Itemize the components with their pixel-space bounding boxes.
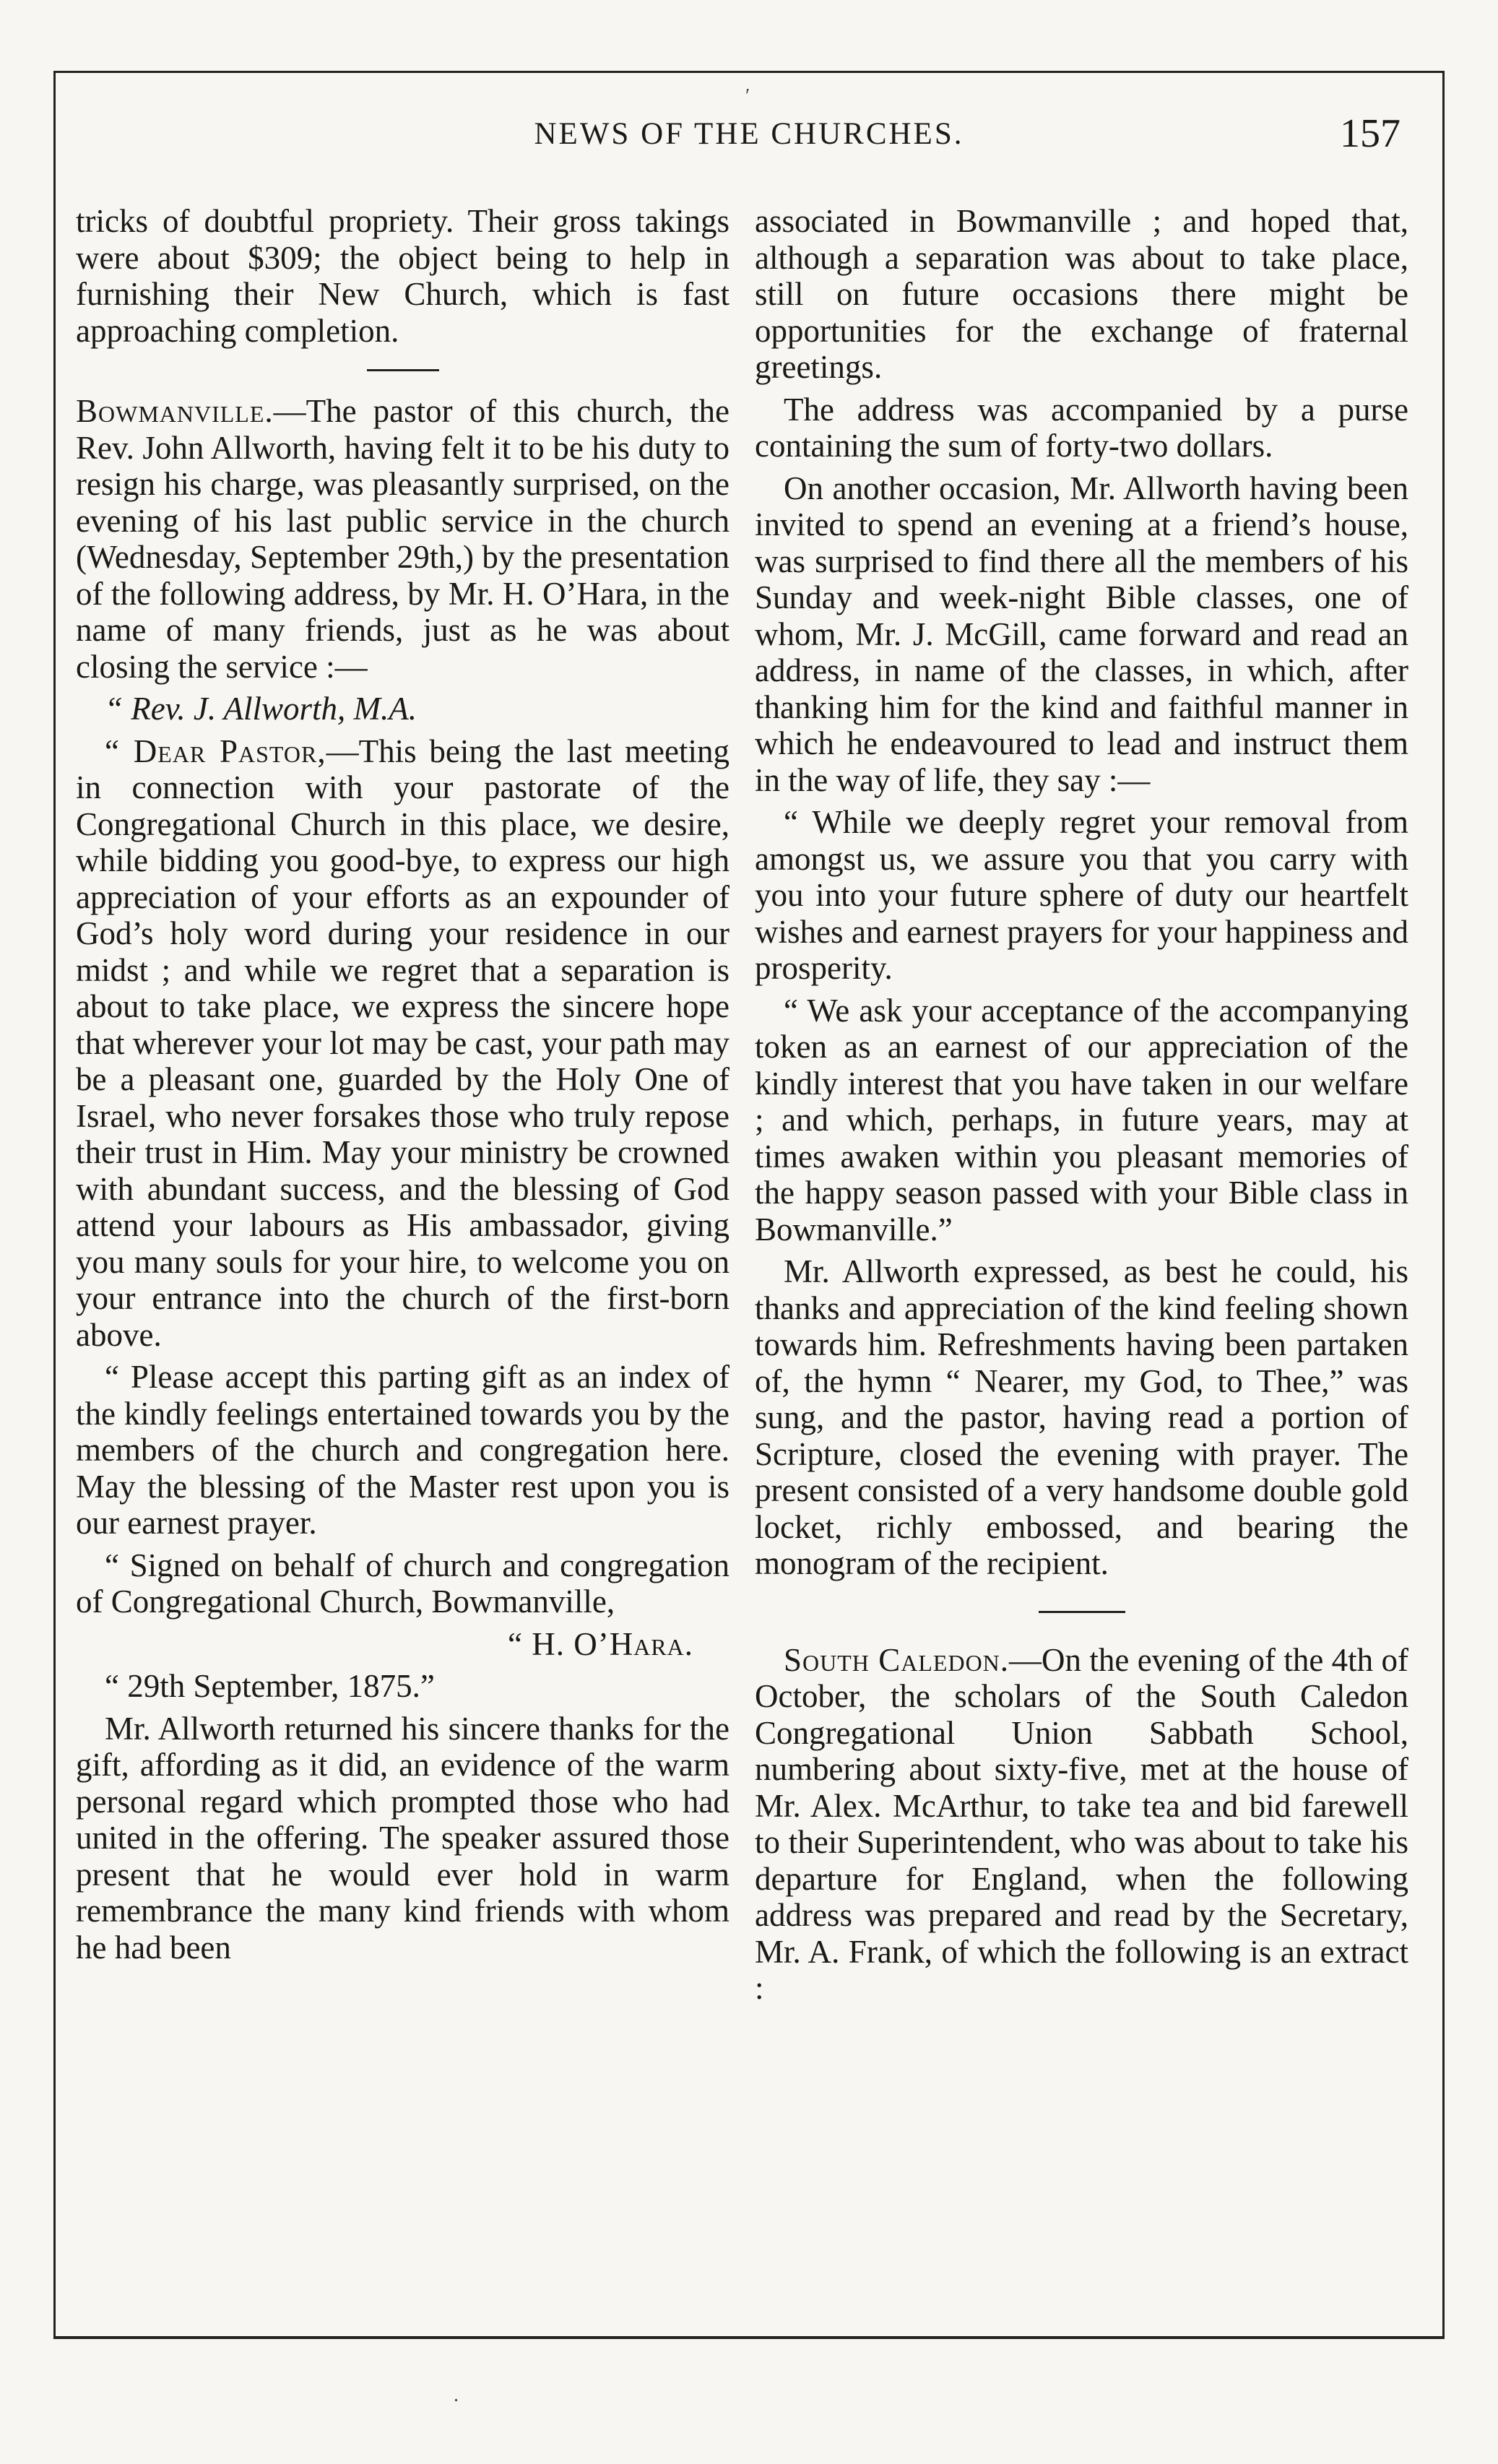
paragraph-dear-pastor	[76, 733, 729, 1354]
south-caledon-text: —On the evening of the 4th of October, the scholars of the South Caledon Congregational Union Sabbath School, numbering about sixty-five, met at the house of Mr. Alex. McArthur, to take tea and bid farewell to their Superintendent, who was about to take his departure for England, when the following address was prepared and read by the Secretary, Mr. A. Frank, of which the following is an extract :	[755, 1641, 1408, 2006]
ink-speck: ′	[745, 85, 750, 108]
paragraph-purse: The address was accompanied by a purse containing the sum of forty-two dollars.	[755, 391, 1408, 464]
paragraph-bowmanville	[76, 393, 729, 685]
address-salutation: “ Rev. J. Allworth, M.A.	[105, 691, 417, 727]
paragraph-thanks: Mr. Allworth expressed, as best he could, his thanks and appreciation of the kind feeling shown towards him. Refreshments having been partaken of, the hymn “ Nearer, my God, to Thee,” was sung, and the pastor, having read a portion of Scripture, closed the evening with prayer. The present consisted of a very handsome double gold locket, richly embossed, and bearing the monogram of the recipient.	[755, 1253, 1408, 1581]
page-frame	[53, 71, 1445, 2339]
paragraph-signed: “ Signed on behalf of church and congregation of Congregational Church, Bowmanville,	[76, 1547, 729, 1620]
paragraph-associated: associated in Bowmanville ; and hoped that, although a separation was about to take place, still on future occasions there might be opportunities for the exchange of fraternal greetings.	[755, 203, 1408, 385]
left-column	[76, 203, 729, 1971]
page-header	[56, 111, 1442, 176]
section-heading-bowmanville: Bowmanville.	[76, 393, 274, 429]
paragraph-tricks: tricks of doubtful propriety. Their gross takings were about $309; the object being to help in furnishing their New Church, which is fast approaching completion.	[76, 203, 729, 349]
paragraph-south-caledon	[755, 1642, 1408, 2007]
bowmanville-text: —The pastor of this church, the Rev. John Allworth, having felt it to be his duty to resign his charge, was pleasantly surprised, on the evening of his last public service in the church (Wednesday, September 29th,) by the presentation of the following address, by Mr. H. O’Hara, in the name of many friends, just as he was about closing the service :—	[76, 393, 729, 685]
section-divider	[1039, 1611, 1125, 1613]
dear-pastor-heading: “ Dear Pastor,	[105, 732, 326, 769]
paragraph-reply: Mr. Allworth returned his sincere thanks for the gift, affording as it did, an evidence of the warm personal regard which prompted those who had united in the offering. The speaker assured those present that he would ever hold in warm remembrance the many kind friends with whom he had been	[76, 1710, 729, 1966]
bottom-rule	[53, 2336, 1445, 2339]
right-column	[755, 203, 1408, 2013]
section-heading-south-caledon: South Caledon.	[784, 1641, 1010, 1678]
running-title: NEWS OF THE CHURCHES.	[534, 117, 964, 151]
page-number: 157	[1340, 111, 1400, 156]
paragraph-we-ask: “ We ask your acceptance of the accompanying token as an earnest of our appreciation of the kindly interest that you have taken in our welfare ; and which, perhaps, in future years, may at times awaken within you pleasant memories of the happy season passed with your Bible class in Bowmanville.”	[755, 992, 1408, 1248]
paragraph-while-we-regret: “ While we deeply regret your removal from amongst us, we assure you that you carry with you into your future sphere of duty our heartfelt wishes and earnest prayers for your happiness and prosperity.	[755, 804, 1408, 986]
section-divider	[367, 369, 439, 371]
dear-pastor-text: —This being the last meeting in connection with your pastorate of the Congregational Church in this place, we desire, while bidding you good-bye, to express our high appreciation of your efforts as an expounder of God’s holy word during your residence in our midst ; and while we regret that a separation is about to take place, we express the sincere hope that wherever your lot may be cast, your path may be a pleasant one, guarded by the Holy One of Israel, who never forsakes those who truly repose their trust in Him. May your ministry be crowned with abundant success, and the blessing of God attend your labours as His ambassador, giving you many souls for your hire, to welcome you on your entrance into the church of the first-born above.	[76, 732, 730, 1353]
paragraph-another-occasion: On another occasion, Mr. Allworth having been invited to spend an evening at a friend’s house, was surprised to find there all the members of his Sunday and week-night Bible classes, one of whom, Mr. J. McGill, came forward and read an address, in name of the classes, in which, after thanking him for the kind and faithful manner in which he endeavoured to lead and instruct them in the way of life, they say :—	[755, 470, 1408, 798]
address-date: “ 29th September, 1875.”	[105, 1668, 435, 1704]
ink-speck: .	[454, 2384, 459, 2406]
paragraph-please-accept: “ Please accept this parting gift as an index of the kindly feelings entertained towards you by the members of the church and congregation here. May the blessing of the Master rest upon you is our earnest prayer.	[76, 1359, 729, 1541]
signature: “ H. O’Hara.	[507, 1625, 693, 1662]
